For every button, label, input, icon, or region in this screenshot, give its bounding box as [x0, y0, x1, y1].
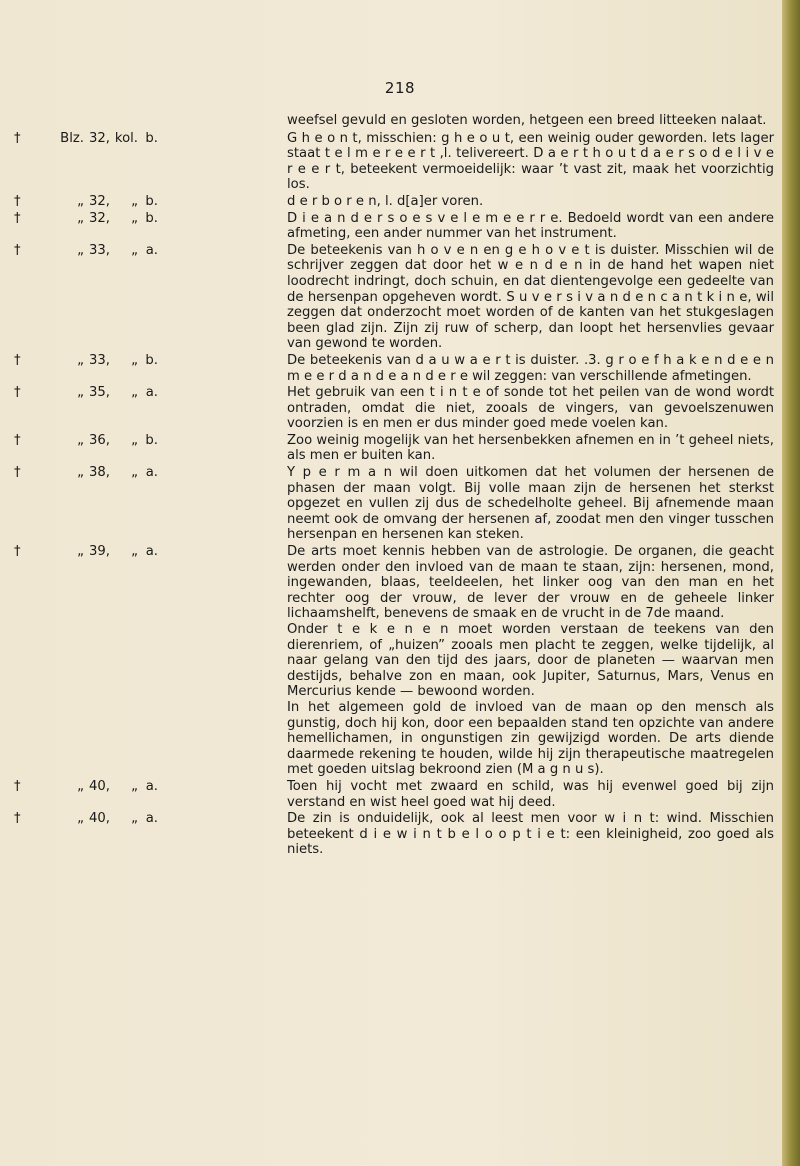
page-label: „ [77, 544, 84, 560]
column-label: „ [131, 242, 138, 258]
dagger-mark: † [14, 130, 21, 146]
column-label: „ [131, 811, 138, 827]
page-reference: 39, [89, 544, 110, 560]
dagger-mark: † [14, 242, 21, 258]
note-paragraph: Het gebruik van een t i n t e of sonde tot het peilen van de wond wordt ontraden, omdat die niet, zooals de vingers, van gevoelszenuwen voorzien is en men er dus minder goed mede voelen kan. [287, 385, 774, 432]
note-entry [14, 353, 774, 384]
note-reference [14, 353, 284, 369]
note-entry [14, 544, 774, 778]
note-paragraph: Zoo weinig mogelijk van het hersenbekken afnemen en in ’t geheel niets, als men er buiten kan. [287, 432, 774, 464]
column-reference: a. [145, 385, 158, 401]
column-label: „ [131, 193, 138, 209]
note-text [287, 811, 774, 858]
note-reference [14, 211, 284, 227]
column-label: „ [131, 210, 138, 226]
note-reference [14, 243, 284, 259]
intro-continuation [14, 113, 774, 129]
note-text [287, 194, 774, 210]
page-reference: 35, [89, 385, 110, 401]
note-text [287, 131, 774, 193]
note-reference [14, 779, 284, 795]
note-entry [14, 385, 774, 432]
page-label: „ [77, 432, 84, 448]
note-reference [14, 194, 284, 210]
notes-list [14, 131, 774, 858]
note-text [287, 385, 774, 432]
page-label: „ [77, 465, 84, 481]
note-reference [14, 385, 284, 401]
column-reference: b. [145, 432, 158, 448]
page-reference: 40, [89, 811, 110, 827]
column-reference: a. [145, 544, 158, 560]
note-reference [14, 131, 284, 147]
note-entry [14, 211, 774, 242]
note-paragraph: G h e o n t, misschien: g h e o u t, een weinig ouder geworden. Iets lager staat t e l m e r e e r t ,l. telivereert. D a e r t h o u t d a e r s o d e l i v e r e e r t, beteekent vermoeidelijk: waar ’t vast zit, maak het voorzichtig los. [287, 130, 774, 193]
intro-paragraph: weefsel gevuld en gesloten worden, hetgeen een breed litteeken nalaat. [287, 113, 767, 128]
note-reference [14, 465, 284, 481]
column-label: „ [131, 352, 138, 368]
note-reference [14, 811, 284, 827]
note-paragraph: d e r b o r e n, l. d[a]er voren. [287, 193, 484, 209]
column-reference: a. [145, 465, 158, 481]
page-reference: 32, [89, 193, 110, 209]
note-entry [14, 811, 774, 858]
dagger-mark: † [14, 193, 21, 209]
note-paragraph: De zin is onduidelijk, ook al leest men voor w i n t: wind. Misschien beteekent d i e w i n t b e l o o p t i e t: een kleinigheid, zoo goed als niets. [287, 811, 774, 858]
page-reference: 32, [89, 130, 110, 146]
page-label: „ [77, 778, 84, 794]
column-reference: b. [145, 193, 158, 209]
dagger-mark: † [14, 778, 21, 794]
note-text [287, 465, 774, 543]
note-paragraph: De beteekenis van d a u w a e r t is duister. .3. g r o e f h a k e n d e e n m e e r d a n d e a n d e r e wil zeggen: van verschillende afmetingen. [287, 352, 774, 384]
column-reference: b. [145, 130, 158, 146]
dagger-mark: † [14, 432, 21, 448]
note-entry [14, 243, 774, 352]
notes-body [14, 113, 774, 858]
note-text [287, 243, 774, 352]
column-label: „ [131, 385, 138, 401]
page-reference: 38, [89, 465, 110, 481]
note-text [287, 433, 774, 464]
column-reference: a. [145, 811, 158, 827]
note-reference [14, 544, 284, 560]
page-label: Blz. [60, 130, 84, 146]
page-reference: 33, [89, 352, 110, 368]
page-label: „ [77, 210, 84, 226]
dagger-mark: † [14, 385, 21, 401]
column-reference: b. [145, 352, 158, 368]
page-label: „ [77, 385, 84, 401]
page-reference: 32, [89, 210, 110, 226]
note-entry [14, 433, 774, 464]
note-paragraph: In het algemeen gold de invloed van de maan op den mensch als gunstig, doch hij kon, door een bepaalden stand ten opzichte van andere hemellichamen, in ongunstigen zin gewijzigd worden. De arts diende daarmede rekening te houden, wilde hij zijn therapeutische maatregelen met goeden uitslag bekroond zien (M a g n u s). [287, 699, 774, 778]
note-reference [14, 433, 284, 449]
note-text [287, 353, 774, 384]
dagger-mark: † [14, 465, 21, 481]
page-label: „ [77, 811, 84, 827]
column-label: kol. [114, 130, 138, 146]
note-entry [14, 779, 774, 810]
note-paragraph: De beteekenis van h o v e n en g e h o v e t is duister. Misschien wil de schrijver zeggen dat door het w e n d e n in de hand het wapen niet loodrecht indringt, doch schuin, en dat dientengevolge een gedeelte van de hersenpan opgeheven wordt. S u v e r s i v a n d e n c a n t k i n e, wil zeggen dat onderzocht moet worden of de kanten van het stukgeslagen been glad zijn. Zijn zij ruw of scherp, dan loopt het hersenvlies gevaar van gewond te worden. [287, 242, 774, 352]
page-reference: 36, [89, 432, 110, 448]
page-number: 218 [384, 79, 416, 97]
column-reference: a. [145, 778, 158, 794]
page-reference: 40, [89, 778, 110, 794]
dagger-mark: † [14, 811, 21, 827]
page-edge [782, 0, 800, 1166]
note-entry [14, 465, 774, 543]
column-reference: a. [145, 242, 158, 258]
column-label: „ [131, 432, 138, 448]
note-text [287, 779, 774, 810]
column-label: „ [131, 778, 138, 794]
column-reference: b. [145, 210, 158, 226]
note-paragraph: Onder t e k e n e n moet worden verstaan de teekens van den dierenriem, of „huizen” zooals men placht te zeggen, welke tijdelijk, al naar gelang van den tijd des jaars, door de planeten — waarvan men destijds, behalve zon en maan, ook Jupiter, Saturnus, Mars, Venus en Mercurius kende — bewoond worden. [287, 622, 774, 700]
note-paragraph: De arts moet kennis hebben van de astrologie. De organen, die geacht werden onder den invloed van de maan te staan, zijn: hersenen, mond, ingewanden, blaas, teeldeelen, het linker oog van den man en het rechter oog der vrouw, de lever der vrouw en de geheele linker lichaamshelft, benevens de smaak en de vrucht in de 7de maand. [287, 544, 774, 622]
note-entry [14, 131, 774, 193]
page-label: „ [77, 242, 84, 258]
note-paragraph: D i e a n d e r s o e s v e l e m e e r r e. Bedoeld wordt van een andere afmeting, een ander nummer van het instrument. [287, 210, 774, 242]
note-entry [14, 194, 774, 210]
page-label: „ [77, 352, 84, 368]
note-text [287, 544, 774, 778]
dagger-mark: † [14, 352, 21, 368]
page-label: „ [77, 193, 84, 209]
note-paragraph: Y p e r m a n wil doen uitkomen dat het volumen der hersenen de phasen der maan volgt. Bij volle maan zijn de hersenen het sterkst opgezet en vullen zij dus de schedelholte geheel. Bij afnemende maan neemt ook de omvang der hersenen af, zoodat men den vinger tusschen hersenpan en hersenen kan steken. [287, 465, 774, 543]
note-paragraph: Toen hij vocht met zwaard en schild, was hij evenwel goed bij zijn verstand en wist heel goed wat hij deed. [287, 778, 774, 810]
dagger-mark: † [14, 544, 21, 560]
dagger-mark: † [14, 210, 21, 226]
page-reference: 33, [89, 242, 110, 258]
note-text [287, 211, 774, 242]
column-label: „ [131, 544, 138, 560]
column-label: „ [131, 465, 138, 481]
